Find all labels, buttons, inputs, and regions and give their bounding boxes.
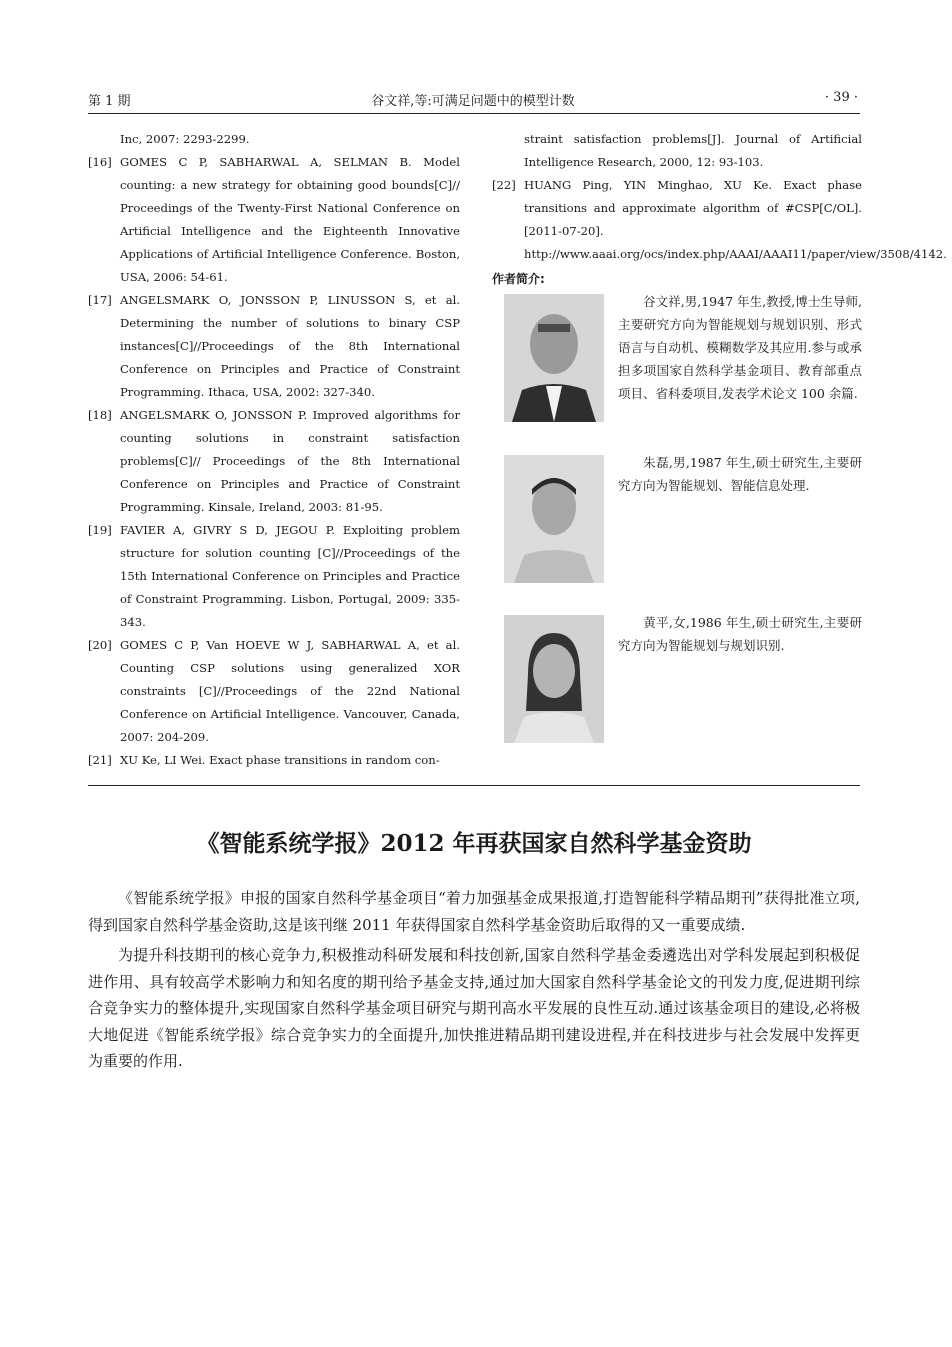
reference-number: [19]	[88, 523, 112, 537]
reference-item	[492, 174, 947, 266]
author-bio: 黄平,女,1986 年生,硕士研究生,主要研究方向为智能规划与规划识别.	[618, 615, 862, 653]
author-photo	[504, 294, 604, 422]
reference-item	[88, 404, 460, 519]
reference-item	[88, 128, 460, 151]
page-number: · 39 ·	[824, 90, 858, 105]
article-paragraph: 为提升科技期刊的核心竞争力,积极推动科研发展和科技创新,国家自然科学基金委遴选出对学科发展起到积极促进作用、具有较高学术影响力和知名度的期刊给予基金支持,通过加大国家自然科学基金论文的刊发力度,促进期刊综合竞争实力的整体提升,实现国家自然科学基金项目研究与期刊高水平发展的良性互动.通过该基金项目的建设,必将极大地促进《智能系统学报》综合竞争实力的全面提升,加快推进精品期刊建设进程,并在科技进步与社会发展中发挥更为重要的作用.	[88, 946, 860, 1070]
article-title: 《智能系统学报》2012 年再获国家自然科学基金资助	[196, 830, 752, 857]
author-card	[492, 615, 862, 755]
article-paragraph: 《智能系统学报》申报的国家自然科学基金项目“着力加强基金成果报道,打造智能科学精品期刊”获得批准立项,得到国家自然科学基金资助,这是该刊继 2011 年获得国家自然科学基金资助后取得的又一重要成绩.	[88, 889, 860, 934]
reference-item	[492, 128, 862, 174]
reference-number: [20]	[88, 638, 112, 652]
reference-text: GOMES C P, SABHARWAL A, SELMAN B. Model counting: a new strategy for obtaining good bounds[C]// Proceedings of the Twenty-First National Conference on Artificial Intelligence and the Eighteenth Innovative Applications of Artificial Intelligence Conference. Boston, USA, 2006: 54-61.	[120, 155, 460, 284]
author-bio: 朱磊,男,1987 年生,硕士研究生,主要研究方向为智能规划、智能信息处理.	[618, 455, 862, 493]
issue-label: 第 1 期	[88, 94, 131, 109]
reference-number: [17]	[88, 293, 112, 307]
reference-item	[88, 749, 460, 772]
reference-number: [16]	[88, 155, 112, 169]
reference-text: ANGELSMARK O, JONSSON P. Improved algorithms for counting solutions in constraint satisfaction problems[C]// Proceedings of the 8th International Conference on Principles and Practice of Constraint Programming. Kinsale, Ireland, 2003: 81-95.	[120, 408, 460, 514]
author-photo	[504, 455, 604, 583]
running-header	[88, 88, 858, 110]
author-card	[492, 294, 862, 434]
reference-item	[88, 289, 460, 404]
author-card	[492, 455, 862, 595]
reference-item	[88, 519, 460, 634]
reference-text: straint satisfaction problems[J]. Journal of Artificial Intelligence Research, 2000, 12: 93-103.	[524, 132, 862, 169]
reference-text: FAVIER A, GIVRY S D, JEGOU P. Exploiting problem structure for solution counting [C]//Proceedings of the 15th International Conference on Principles and Practice of Constraint Programming. Lisbon, Portugal, 2009: 335-343.	[120, 523, 460, 629]
reference-number: [18]	[88, 408, 112, 422]
reference-item	[88, 151, 460, 289]
reference-number: [21]	[88, 753, 112, 767]
reference-text: XU Ke, LI Wei. Exact phase transitions in random con-	[120, 753, 440, 767]
reference-number: [22]	[492, 178, 516, 192]
references-right-column	[492, 128, 947, 653]
section-divider	[88, 785, 860, 786]
authors-heading: 作者简介:	[492, 272, 545, 286]
reference-text: GOMES C P, Van HOEVE W J, SABHARWAL A, et al. Counting CSP solutions using generalized XOR constraints [C]//Proceedings of the 22nd National Conference on Artificial Intelligence. Vancouver, Canada, 2007: 204-209.	[120, 638, 460, 744]
reference-text: ANGELSMARK O, JONSSON P, LINUSSON S, et al. Determining the number of solutions to binary CSP instances[C]//Proceedings of the 8th International Conference on Principles and Practice of Constraint Programming. Ithaca, USA, 2002: 327-340.	[120, 293, 460, 399]
reference-item	[88, 634, 460, 749]
author-bio: 谷文祥,男,1947 年生,教授,博士生导师,主要研究方向为智能规划与规划识别、形式语言与自动机、模糊数学及其应用.参与或承担多项国家自然科学基金项目、教育部重点项目、省科委项目,发表学术论文 100 余篇.	[618, 294, 862, 401]
reference-text: Inc, 2007: 2293-2299.	[120, 132, 250, 146]
author-photo	[504, 615, 604, 743]
references-left-column	[88, 128, 460, 772]
article-body	[88, 885, 860, 1079]
header-rule	[88, 113, 860, 114]
running-title: 谷文祥,等:可满足问题中的模型计数	[371, 94, 575, 109]
reference-text: HUANG Ping, YIN Minghao, XU Ke. Exact phase transitions and approximate algorithm of #CSP[C/OL]. [2011-07-20]. http://www.aaai.org/ocs/index.php/AAAI/AAAI11/paper/view/3508/4142.	[524, 178, 947, 261]
